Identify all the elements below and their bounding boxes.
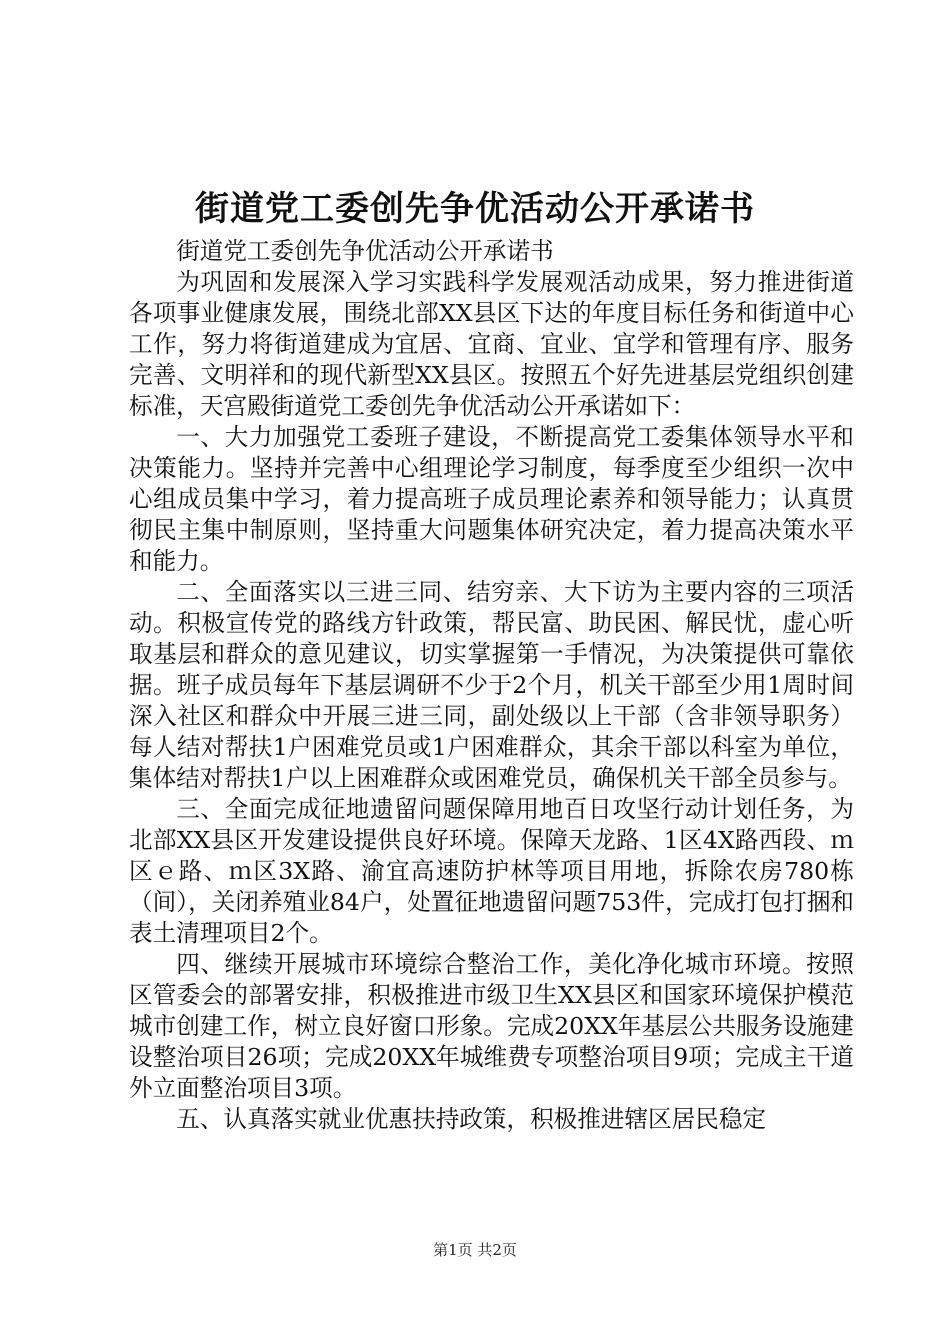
page-number-footer: 第1页 共2页 — [433, 1241, 517, 1259]
paragraph-intro: 为巩固和发展深入学习实践科学发展观活动成果，努力推进街道各项事业健康发展，围绕北部XX县区下达的年度目标任务和街道中心工作，努力将街道建成为宜居、宜商、宜业、宜学和管理有序、服务完善、文明祥和的现代新型XX县区。按照五个好先进基层党组织创建标准，天宫殿街道党工委创先争优活动公开承诺如下： — [129, 268, 854, 420]
paragraph-item-5: 五、认真落实就业优惠扶持政策，积极推进辖区居民稳定 — [176, 1105, 767, 1133]
document-body — [129, 236, 854, 1135]
paragraph-item-3: 三、全面完成征地遗留问题保障用地百日攻坚行动计划任务，为北部XX县区开发建设提供良好环境。保障天龙路、1区4X路西段、ｍ区ｅ路、ｍ区3X路、渝宜高速防护林等项目用地，拆除农房780栋（间），关闭养殖业84户，处置征地遗留问题753件，完成打包打捆和表土清理项目2个。 — [129, 795, 854, 947]
paragraph-item-4: 四、继续开展城市环境综合整治工作，美化净化城市环境。按照区管委会的部署安排，积极推进市级卫生XX县区和国家环境保护模范城市创建工作，树立良好窗口形象。完成20XX年基层公共服务设施建设整治项目26项；完成20XX年城维费专项整治项目9项；完成主干道外立面整治项目3项。 — [129, 950, 854, 1102]
paragraph-item-1: 一、大力加强党工委班子建设，不断提高党工委集体领导水平和决策能力。坚持并完善中心组理论学习制度，每季度至少组织一次中心组成员集中学习，着力提高班子成员理论素养和领导能力；认真贯彻民主集中制原则，坚持重大问题集体研究决定，着力提高决策水平和能力。 — [129, 423, 854, 575]
document-title: 街道党工委创先争优活动公开承诺书 — [195, 189, 755, 229]
paragraph-item-2: 二、全面落实以三进三同、结穷亲、大下访为主要内容的三项活动。积极宣传党的路线方针政策，帮民富、助民困、解民忧，虚心听取基层和群众的意见建议，切实掌握第一手情况，为决策提供可靠依据。班子成员每年下基层调研不少于2个月，机关干部至少用1周时间深入社区和群众中开展三进三同，副处级以上干部（含非领导职务）每人结对帮扶1户困难党员或1户困难群众，其余干部以科室为单位，集体结对帮扶1户以上困难群众或困难党员，确保机关干部全员参与。 — [129, 578, 854, 792]
paragraph-subtitle: 街道党工委创先争优活动公开承诺书 — [176, 237, 554, 265]
